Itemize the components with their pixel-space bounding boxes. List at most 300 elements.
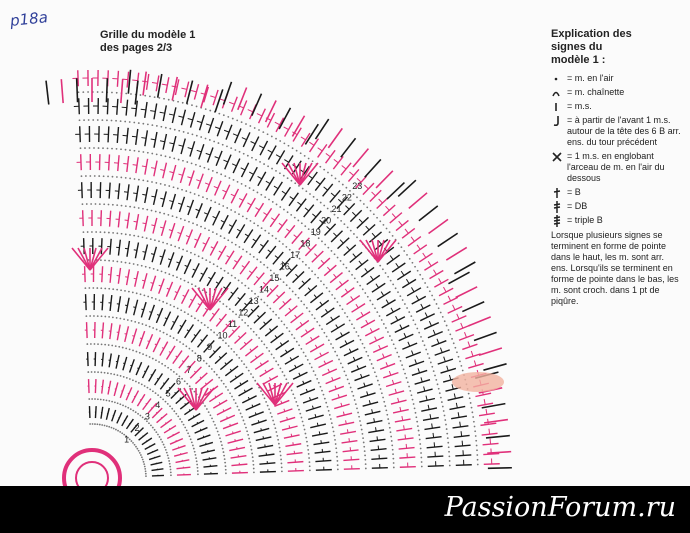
stitch-mark bbox=[289, 308, 291, 311]
chain-dot bbox=[187, 281, 189, 283]
chain-dot bbox=[96, 287, 98, 289]
chain-dot bbox=[181, 189, 183, 191]
stitch-mark bbox=[461, 323, 463, 328]
chain-dot bbox=[227, 389, 229, 391]
chain-dot bbox=[186, 161, 188, 163]
round-number-label: 18 bbox=[300, 238, 311, 249]
stitch-mark bbox=[314, 254, 317, 257]
chain-dot bbox=[163, 332, 165, 334]
chain-dot bbox=[475, 435, 477, 437]
chain-dot bbox=[142, 179, 144, 181]
chain-dot bbox=[104, 259, 106, 261]
stitch-mark bbox=[150, 111, 155, 112]
chain-dot bbox=[107, 147, 109, 149]
chain-dot bbox=[414, 266, 416, 268]
chain-dot bbox=[144, 385, 146, 387]
chain-dot bbox=[323, 205, 325, 207]
chain-dot bbox=[264, 196, 266, 198]
chain-dot bbox=[224, 462, 226, 464]
scallop-stitch bbox=[121, 79, 123, 103]
chain-dot bbox=[190, 252, 192, 254]
chain-dot bbox=[162, 242, 164, 244]
chain-dot bbox=[286, 284, 288, 286]
chain-dot bbox=[386, 414, 388, 416]
chain-dot bbox=[282, 243, 284, 245]
chain-dot bbox=[108, 260, 110, 262]
chain-dot bbox=[116, 148, 118, 150]
stitch-mark bbox=[271, 218, 275, 221]
chain-dot bbox=[203, 167, 205, 169]
chain-dot bbox=[162, 398, 164, 400]
chain-dot bbox=[267, 165, 269, 167]
chain-dot bbox=[339, 305, 341, 307]
chain-dot bbox=[182, 249, 184, 251]
chain-dot bbox=[335, 447, 337, 449]
chain-dot bbox=[246, 218, 248, 220]
chain-dot bbox=[438, 307, 440, 309]
chain-dot bbox=[390, 280, 392, 282]
chain-dot bbox=[442, 406, 444, 408]
chain-dot bbox=[268, 232, 270, 234]
stitch-mark bbox=[412, 351, 414, 355]
chain-dot bbox=[442, 316, 444, 318]
stitch-mark bbox=[415, 359, 417, 364]
round-number-label: 23 bbox=[352, 180, 363, 191]
round-number-label: 2 bbox=[134, 422, 140, 433]
chain-dot bbox=[376, 311, 378, 313]
stitch-mark bbox=[276, 341, 289, 350]
chain-dot bbox=[294, 182, 296, 184]
chain-dot bbox=[101, 119, 103, 121]
stitch-mark bbox=[190, 299, 192, 300]
stitch-mark bbox=[324, 265, 336, 276]
stitch-mark bbox=[352, 212, 356, 216]
chain-dot bbox=[431, 295, 433, 297]
chain-dot bbox=[380, 388, 382, 390]
chain-dot bbox=[121, 205, 123, 207]
chain-dot bbox=[326, 336, 328, 338]
stitch-mark bbox=[200, 377, 201, 379]
chain-dot bbox=[345, 187, 347, 189]
chain-dot bbox=[298, 297, 300, 299]
chain-dot bbox=[351, 323, 353, 325]
chain-dot bbox=[413, 403, 415, 405]
chain-dot bbox=[138, 450, 140, 452]
chain-dot bbox=[208, 168, 210, 170]
chain-dot bbox=[165, 449, 167, 451]
chain-dot bbox=[471, 407, 473, 409]
chain-dot bbox=[236, 406, 238, 408]
chain-dot bbox=[102, 147, 104, 149]
stitch-mark bbox=[429, 321, 431, 326]
stitch-mark bbox=[182, 361, 184, 362]
chain-dot bbox=[420, 336, 422, 338]
stitch-mark bbox=[239, 193, 247, 207]
chain-dot bbox=[156, 125, 158, 127]
chain-dot bbox=[304, 429, 306, 431]
stitch-mark bbox=[279, 223, 283, 226]
chain-dot bbox=[134, 178, 136, 180]
chain-dot bbox=[383, 323, 385, 325]
chain-dot bbox=[307, 449, 309, 451]
chain-dot bbox=[279, 447, 281, 449]
chain-dot bbox=[391, 339, 393, 341]
stitch-mark bbox=[217, 121, 223, 136]
chain-dot bbox=[112, 204, 114, 206]
stitch-mark bbox=[320, 353, 322, 356]
chain-dot bbox=[275, 431, 277, 433]
chain-dot bbox=[243, 153, 245, 155]
chain-dot bbox=[420, 452, 422, 454]
chain-dot bbox=[236, 354, 238, 356]
stitch-mark bbox=[197, 150, 202, 151]
stitch-mark bbox=[369, 400, 370, 404]
chain-dot bbox=[343, 370, 345, 372]
chain-dot bbox=[263, 344, 265, 346]
chain-dot bbox=[181, 378, 183, 380]
chain-dot bbox=[217, 431, 219, 433]
chain-dot bbox=[367, 296, 369, 298]
chain-dot bbox=[132, 442, 134, 444]
chain-dot bbox=[234, 211, 236, 213]
chain-dot bbox=[283, 281, 285, 283]
chain-dot bbox=[129, 378, 131, 380]
stitch-mark bbox=[153, 338, 160, 352]
chain-dot bbox=[117, 374, 119, 376]
chain-dot bbox=[174, 246, 176, 248]
chain-dot bbox=[111, 345, 113, 347]
chain-dot bbox=[402, 299, 404, 301]
round-number-label: 1 bbox=[124, 434, 130, 445]
chain-dot bbox=[247, 325, 249, 327]
stitch-mark bbox=[374, 418, 375, 422]
stitch-mark bbox=[417, 245, 420, 250]
chain-dot bbox=[246, 430, 248, 432]
chain-dot bbox=[343, 223, 345, 225]
chain-dot bbox=[148, 422, 150, 424]
chain-dot bbox=[331, 175, 333, 177]
chain-dot bbox=[398, 242, 400, 244]
chain-dot bbox=[277, 439, 279, 441]
chain-dot bbox=[112, 288, 114, 290]
stitch-mark bbox=[169, 143, 174, 144]
round-number-label: 8 bbox=[196, 353, 202, 364]
triple-treble-icon bbox=[551, 215, 565, 227]
chain-dot bbox=[439, 392, 441, 394]
chain-dot bbox=[348, 383, 350, 385]
stitch-mark bbox=[291, 313, 304, 323]
chain-dot bbox=[292, 393, 294, 395]
chain-dot bbox=[176, 217, 178, 219]
chain-dot bbox=[160, 183, 162, 185]
stitch-mark bbox=[299, 278, 311, 289]
stitch-mark bbox=[233, 134, 238, 136]
chain-dot bbox=[408, 311, 410, 313]
scallop-stitch bbox=[429, 219, 448, 233]
chain-dot bbox=[282, 371, 284, 373]
chain-dot bbox=[364, 347, 366, 349]
stitch-mark bbox=[180, 325, 182, 326]
chain-dot bbox=[165, 401, 167, 403]
chain-dot bbox=[327, 247, 329, 249]
stitch-mark bbox=[258, 176, 262, 178]
chain-dot bbox=[281, 470, 283, 472]
chain-dot bbox=[357, 412, 359, 414]
stitch-mark bbox=[460, 422, 461, 427]
chain-dot bbox=[429, 290, 431, 292]
chain-dot bbox=[189, 385, 191, 387]
chain-dot bbox=[119, 431, 121, 433]
chain-dot bbox=[209, 414, 211, 416]
stitch-mark bbox=[205, 308, 207, 310]
chain-dot bbox=[251, 290, 253, 292]
legend-title-line1: Explication des bbox=[551, 28, 632, 40]
round-number-label: 22 bbox=[341, 192, 352, 203]
stitch-mark bbox=[188, 148, 193, 149]
stitch-mark bbox=[130, 365, 132, 366]
chain-dot bbox=[348, 270, 350, 272]
chain-dot bbox=[167, 367, 169, 369]
stitch-mark bbox=[399, 334, 414, 341]
chain-dot bbox=[235, 314, 237, 316]
chain-dot bbox=[353, 193, 355, 195]
chain-dot bbox=[476, 454, 478, 456]
chain-dot bbox=[385, 410, 387, 412]
chain-dot bbox=[363, 446, 365, 448]
stitch-mark bbox=[234, 260, 237, 262]
stitch-mark bbox=[169, 428, 170, 429]
stitch-mark bbox=[299, 373, 300, 376]
scallop-stitch bbox=[215, 89, 223, 112]
chain-dot bbox=[239, 246, 241, 248]
chain-dot bbox=[449, 460, 451, 462]
chain-dot bbox=[306, 441, 308, 443]
stitch-mark bbox=[178, 226, 183, 241]
chain-dot bbox=[144, 95, 146, 97]
stitch-mark bbox=[169, 230, 172, 231]
chain-dot bbox=[350, 230, 352, 232]
stitch-mark bbox=[377, 436, 378, 440]
stitch-mark bbox=[263, 208, 272, 221]
chain-dot bbox=[393, 343, 395, 345]
chain-dot bbox=[124, 121, 126, 123]
chain-dot bbox=[256, 334, 258, 336]
chain-dot bbox=[84, 147, 86, 149]
page-corner-mark: p18a bbox=[9, 8, 49, 30]
stitch-mark bbox=[428, 261, 431, 266]
stitch-mark bbox=[399, 221, 403, 225]
stitch-mark bbox=[406, 279, 409, 283]
stitch-mark bbox=[183, 295, 186, 296]
chain-dot bbox=[142, 208, 144, 210]
chain-dot bbox=[121, 261, 123, 263]
chain-dot bbox=[149, 95, 151, 97]
chain-dot bbox=[355, 403, 357, 405]
chain-dot bbox=[437, 383, 439, 385]
chain-dot bbox=[216, 172, 218, 174]
stitch-mark bbox=[437, 339, 439, 344]
stitch-mark bbox=[248, 110, 253, 112]
chain-dot bbox=[122, 347, 124, 349]
chain-dot bbox=[216, 233, 218, 235]
stitch-mark bbox=[318, 148, 323, 151]
chain-dot bbox=[107, 176, 109, 178]
chain-dot bbox=[285, 246, 287, 248]
chain-dot bbox=[124, 290, 126, 292]
chain-dot bbox=[247, 434, 249, 436]
chain-dot bbox=[152, 427, 154, 429]
chain-dot bbox=[111, 120, 113, 122]
stitch-mark bbox=[449, 375, 450, 380]
chain-dot bbox=[272, 235, 274, 237]
chain-dot bbox=[266, 347, 268, 349]
chain-dot bbox=[329, 414, 331, 416]
chain-dot bbox=[131, 320, 133, 322]
chain-dot bbox=[198, 195, 200, 197]
chain-dot bbox=[169, 463, 171, 465]
chain-dot bbox=[356, 236, 358, 238]
dot-icon bbox=[551, 73, 565, 85]
chain-dot bbox=[283, 175, 285, 177]
stitch-mark bbox=[194, 371, 195, 372]
chain-dot bbox=[146, 209, 148, 211]
stitch-mark bbox=[310, 397, 311, 400]
stitch-mark bbox=[433, 330, 435, 335]
chain-dot bbox=[231, 396, 233, 398]
chain-dot bbox=[268, 199, 270, 201]
chain-dot bbox=[137, 264, 139, 266]
chain-dot bbox=[136, 292, 138, 294]
chain-dot bbox=[134, 206, 136, 208]
stitch-mark bbox=[169, 172, 173, 173]
chain-dot bbox=[448, 451, 450, 453]
scallop-stitch bbox=[77, 78, 78, 102]
chain-dot bbox=[396, 352, 398, 354]
stitch-mark bbox=[276, 155, 280, 158]
chain-dot bbox=[364, 455, 366, 457]
chain-dot bbox=[272, 201, 274, 203]
stitch-mark bbox=[256, 277, 259, 279]
chain-dot bbox=[116, 232, 118, 234]
stitch-mark bbox=[312, 214, 316, 217]
chain-dot bbox=[245, 185, 247, 187]
scallop-stitch bbox=[446, 247, 466, 260]
stitch-mark bbox=[143, 436, 144, 437]
chain-dot bbox=[131, 440, 133, 442]
stitch-mark bbox=[179, 197, 184, 212]
chain-dot bbox=[251, 157, 253, 159]
stitch-mark bbox=[366, 226, 369, 230]
chain-dot bbox=[155, 392, 157, 394]
chain-dot bbox=[145, 266, 147, 268]
stitch-mark bbox=[369, 232, 381, 242]
chain-dot bbox=[196, 224, 198, 226]
stitch-mark bbox=[131, 108, 136, 109]
chain-dot bbox=[400, 360, 402, 362]
stitch-mark bbox=[188, 119, 193, 120]
chain-dot bbox=[142, 459, 144, 461]
chain-dot bbox=[190, 192, 192, 194]
chain-dot bbox=[180, 218, 182, 220]
chain-dot bbox=[147, 296, 149, 298]
chain-dot bbox=[80, 147, 82, 149]
chain-dot bbox=[163, 98, 165, 100]
chain-dot bbox=[264, 397, 266, 399]
stitch-mark bbox=[418, 368, 419, 373]
chain-dot bbox=[337, 469, 339, 471]
chain-dot bbox=[399, 295, 401, 297]
chain-dot bbox=[216, 374, 218, 376]
chain-dot bbox=[251, 449, 253, 451]
chain-dot bbox=[477, 464, 479, 466]
chain-dot bbox=[238, 280, 240, 282]
chain-dot bbox=[192, 350, 194, 352]
chain-dot bbox=[351, 274, 353, 276]
stitch-mark bbox=[141, 138, 146, 139]
stitch-mark bbox=[194, 239, 197, 240]
stitch-mark bbox=[356, 304, 358, 308]
chain-dot bbox=[236, 119, 238, 121]
chain-dot bbox=[99, 231, 101, 233]
chain-dot bbox=[287, 211, 289, 213]
chain-dot bbox=[270, 412, 272, 414]
stitch-mark bbox=[151, 196, 155, 197]
chain-dot bbox=[283, 324, 285, 326]
chain-dot bbox=[218, 434, 220, 436]
chain-dot bbox=[132, 379, 134, 381]
chain-dot bbox=[94, 371, 96, 373]
chain-dot bbox=[196, 464, 198, 466]
chain-dot bbox=[245, 427, 247, 429]
chain-dot bbox=[97, 91, 99, 93]
stitch-mark bbox=[396, 316, 398, 320]
chain-dot bbox=[82, 203, 84, 205]
stitch-mark bbox=[297, 202, 301, 205]
chain-dot bbox=[285, 378, 287, 380]
chain-dot bbox=[324, 244, 326, 246]
chain-dot bbox=[101, 424, 103, 426]
stitch-mark bbox=[176, 356, 178, 357]
legend-note: Lorsque plusieurs signes se terminent en forme de pointe dans le haut, les m. sont arr. ens. Lorsqu'ils se terminent en forme de pointe dans le bas, les m. sont croch. dans 1 pt de piqûre. bbox=[551, 230, 679, 306]
chain-dot bbox=[184, 380, 186, 382]
chain-dot bbox=[135, 446, 137, 448]
chain-dot bbox=[184, 280, 186, 282]
chain-dot bbox=[359, 420, 361, 422]
chain-dot bbox=[113, 428, 115, 430]
chain-dot bbox=[115, 120, 117, 122]
stitch-mark bbox=[336, 325, 338, 328]
chain-dot bbox=[173, 306, 175, 308]
stitch-mark bbox=[285, 123, 293, 137]
chain-dot bbox=[184, 311, 186, 313]
stitch-mark bbox=[223, 185, 230, 199]
chain-dot bbox=[302, 421, 304, 423]
chain-dot bbox=[447, 437, 449, 439]
chain-dot bbox=[471, 411, 473, 413]
chain-dot bbox=[387, 418, 389, 420]
chain-dot bbox=[373, 213, 375, 215]
chain-dot bbox=[152, 390, 154, 392]
chain-dot bbox=[151, 181, 153, 183]
chain-dot bbox=[312, 160, 314, 162]
stitch-mark bbox=[326, 316, 339, 325]
stitch-mark bbox=[142, 280, 145, 281]
chain-dot bbox=[133, 235, 135, 237]
chain-dot bbox=[88, 398, 90, 400]
chain-dot bbox=[475, 440, 477, 442]
chain-dot bbox=[152, 358, 154, 360]
chain-dot bbox=[313, 370, 315, 372]
